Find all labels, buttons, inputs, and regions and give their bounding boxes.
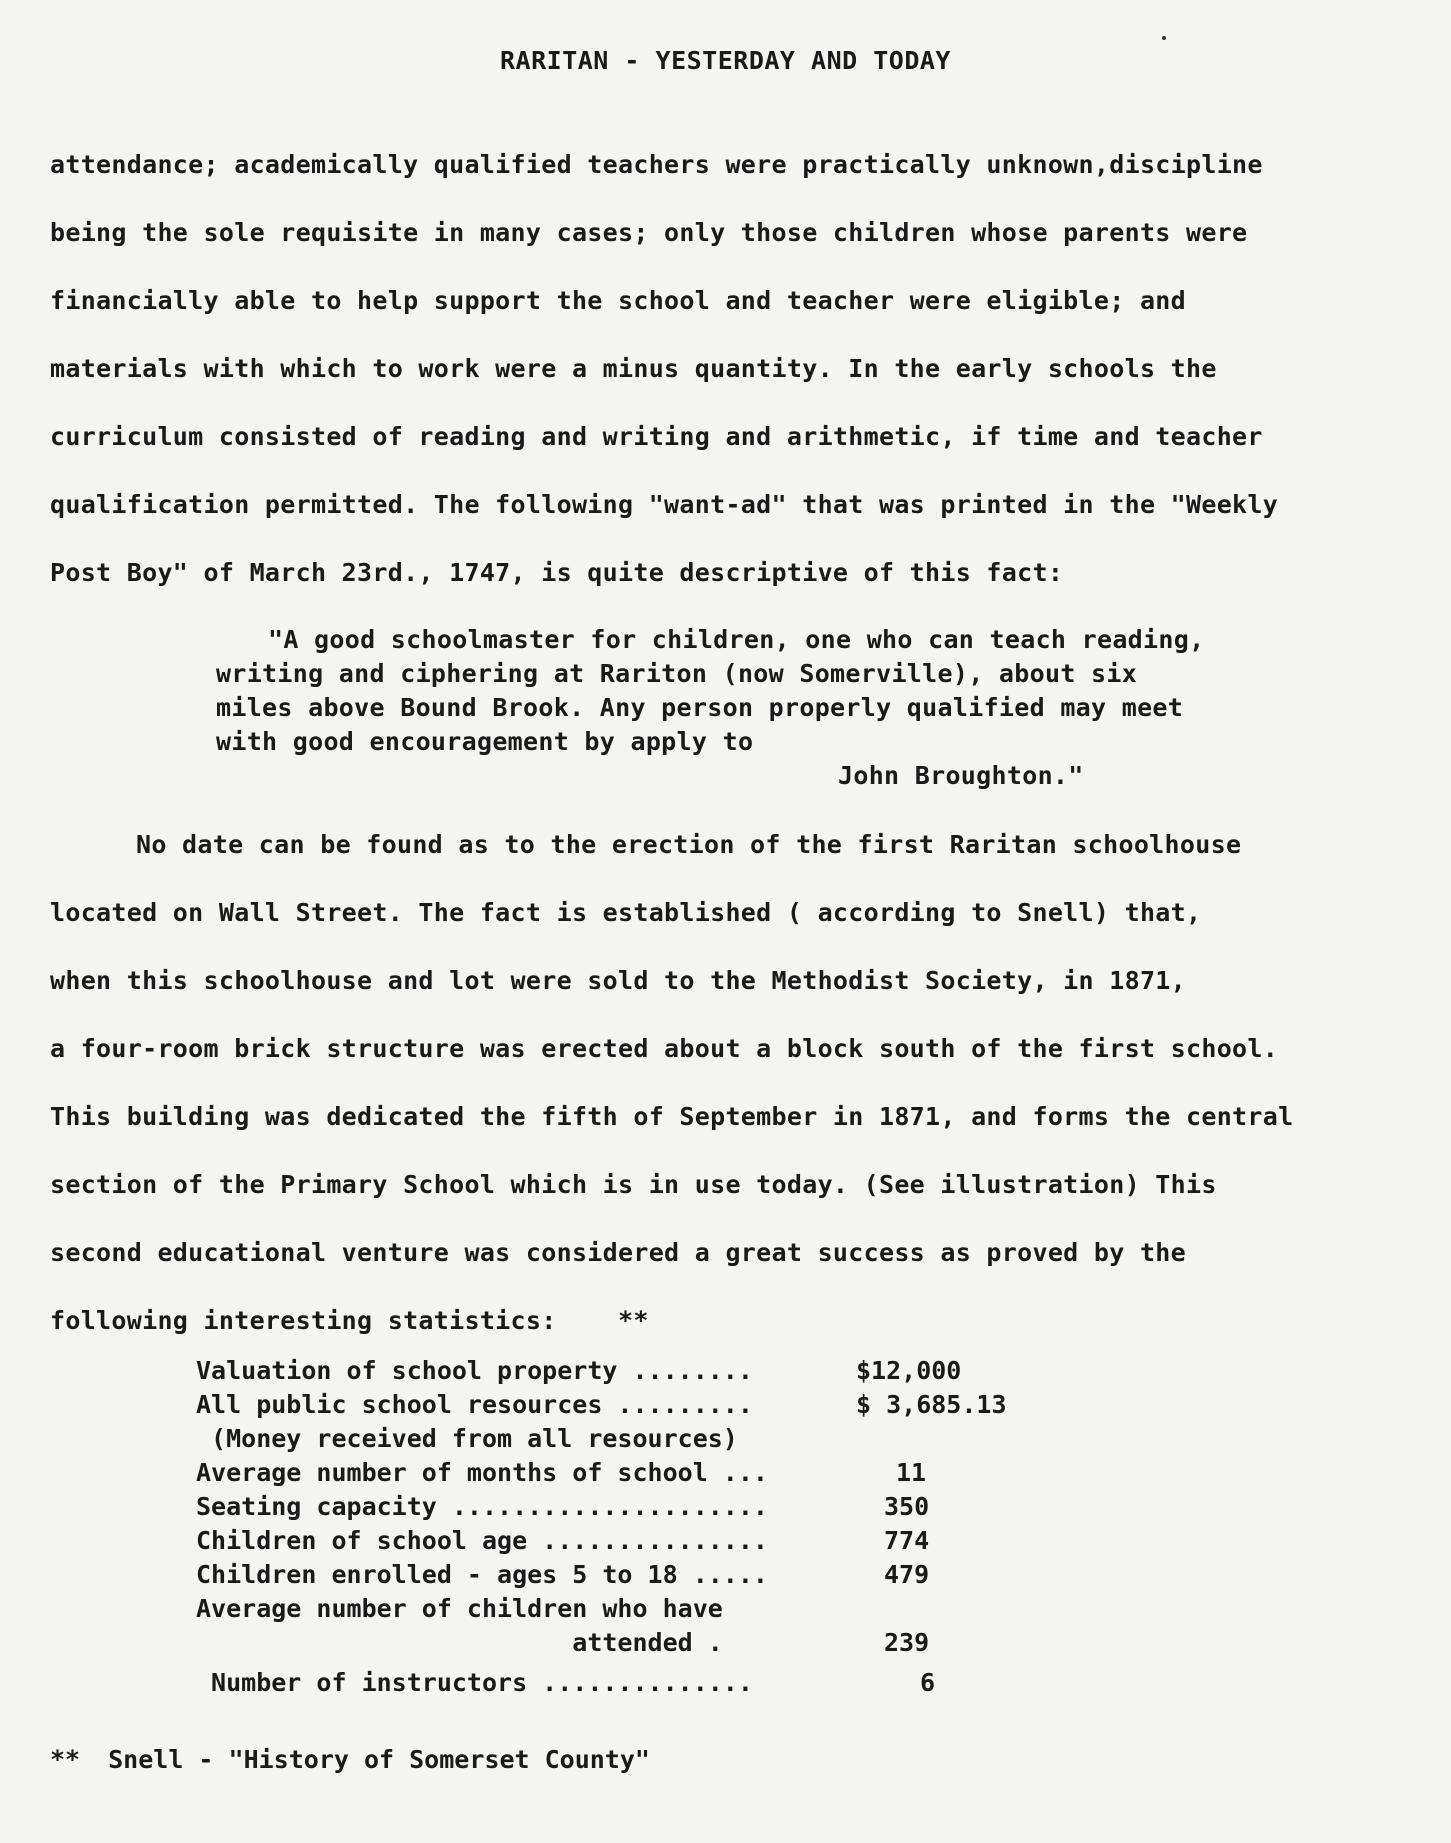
stat-label: (Money received from all resources)	[196, 1424, 738, 1453]
footnote-text: Snell - "History of Somerset County"	[108, 1745, 650, 1774]
stat-value: 479	[884, 1560, 930, 1589]
paper-speck	[1162, 36, 1166, 40]
text-line: when this schoolhouse and lot were sold to the Methodist Society, in 1871,	[50, 966, 1186, 995]
stat-label: attended .	[196, 1628, 723, 1657]
quote-signature: John Broughton."	[838, 761, 1084, 790]
text-line: being the sole requisite in many cases; only those children whose parents were	[50, 218, 1248, 247]
stat-label: All public school resources .........	[196, 1390, 753, 1419]
stat-label: Average number of children who have	[196, 1594, 723, 1623]
page-title: RARITAN - YESTERDAY AND TODAY	[500, 46, 951, 75]
text-line: curriculum consisted of reading and writing and arithmetic, if time and teacher	[50, 422, 1263, 451]
text-line: attendance; academically qualified teachers were practically unknown,discipline	[50, 150, 1263, 179]
stat-value: 774	[884, 1526, 930, 1555]
stat-label: Children of school age ...............	[196, 1526, 768, 1555]
quote-line: writing and ciphering at Rariton (now Somerville), about six	[216, 659, 1138, 688]
quote-line: miles above Bound Brook. Any person properly qualified may meet	[216, 693, 1184, 722]
text-line: qualification permitted. The following "want-ad" that was printed in the "Weekly	[50, 490, 1279, 519]
text-line: second educational venture was considered a great success as proved by the	[50, 1238, 1186, 1267]
stat-label: Average number of months of school ...	[196, 1458, 768, 1487]
text-line: No date can be found as to the erection of the first Raritan schoolhouse	[136, 830, 1242, 859]
stat-label: Number of instructors ..............	[196, 1668, 753, 1697]
stat-label: Seating capacity .....................	[196, 1492, 768, 1521]
stat-label: Children enrolled - ages 5 to 18 .....	[196, 1560, 768, 1589]
stat-label: Valuation of school property ........	[196, 1356, 753, 1385]
quote-line: with good encouragement by apply to	[216, 727, 754, 756]
text-line: section of the Primary School which is in use today. (See illustration) This	[50, 1170, 1217, 1199]
stat-value: 239	[884, 1628, 930, 1657]
stat-value: 11	[896, 1458, 927, 1487]
text-line: financially able to help support the school and teacher were eligible; and	[50, 286, 1186, 315]
text-line: a four-room brick structure was erected about a block south of the first school.	[50, 1034, 1279, 1063]
stat-value: $12,000	[856, 1356, 962, 1385]
stat-value: 350	[884, 1492, 930, 1521]
text-line: following interesting statistics: **	[50, 1306, 649, 1335]
text-line: Post Boy" of March 23rd., 1747, is quite descriptive of this fact:	[50, 558, 1064, 587]
stat-value: $ 3,685.13	[856, 1390, 1007, 1419]
text-line: located on Wall Street. The fact is established ( according to Snell) that,	[50, 898, 1202, 927]
footnote	[50, 1745, 650, 1774]
text-line: This building was dedicated the fifth of September in 1871, and forms the central	[50, 1102, 1294, 1131]
footnote-marker: **	[50, 1745, 81, 1774]
text-line: materials with which to work were a minus quantity. In the early schools the	[50, 354, 1217, 383]
stat-value: 6	[920, 1668, 936, 1697]
quote-line: "A good schoolmaster for children, one who can teach reading,	[268, 625, 1205, 654]
